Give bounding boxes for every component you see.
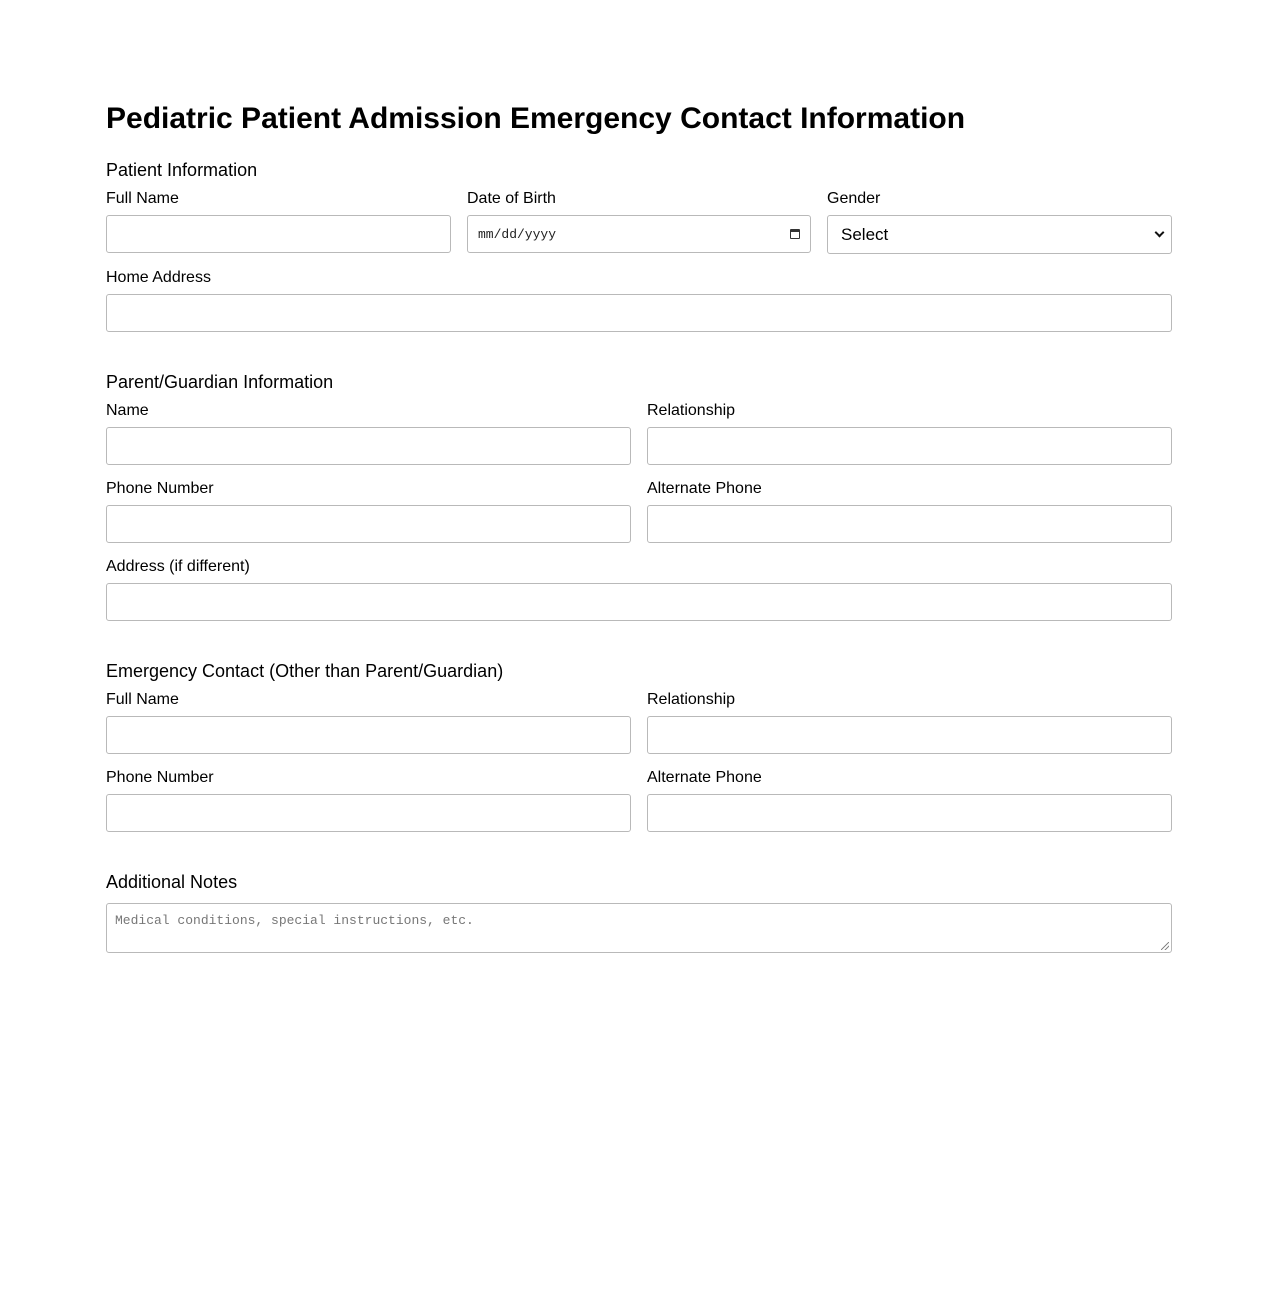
guardian-relationship-input[interactable]	[647, 427, 1172, 465]
chevron-down-icon	[1155, 228, 1165, 238]
label-gender: Gender	[827, 190, 881, 207]
label-guardian-address: Address (if different)	[106, 558, 250, 575]
dob-placeholder: mm/dd/yyyy	[478, 226, 557, 242]
home-address-input[interactable]	[106, 294, 1172, 332]
label-emergency-phone: Phone Number	[106, 769, 214, 786]
label-patient-full-name: Full Name	[106, 190, 179, 207]
label-emergency-alt-phone: Alternate Phone	[647, 769, 762, 786]
label-guardian-phone: Phone Number	[106, 480, 214, 497]
gender-select[interactable]	[827, 215, 1172, 254]
label-guardian-name: Name	[106, 402, 149, 419]
page-title: Pediatric Patient Admission Emergency Contact Information	[106, 102, 966, 135]
label-home-address: Home Address	[106, 269, 211, 286]
patient-full-name-input[interactable]	[106, 215, 451, 253]
section-title-emergency: Emergency Contact (Other than Parent/Guardian)	[106, 661, 504, 681]
guardian-name-input[interactable]	[106, 427, 631, 465]
notes-textarea[interactable]	[106, 903, 1172, 953]
guardian-phone-input[interactable]	[106, 505, 631, 543]
gender-selected-value: Select	[841, 224, 889, 244]
label-guardian-relationship: Relationship	[647, 402, 736, 419]
resize-grip-icon[interactable]	[1161, 942, 1169, 950]
label-guardian-alt-phone: Alternate Phone	[647, 480, 762, 497]
label-emergency-full-name: Full Name	[106, 691, 179, 708]
guardian-alt-phone-input[interactable]	[647, 505, 1172, 543]
label-emergency-relationship: Relationship	[647, 691, 736, 708]
emergency-relationship-input[interactable]	[647, 716, 1172, 754]
section-title-notes: Additional Notes	[106, 872, 238, 892]
guardian-address-input[interactable]	[106, 583, 1172, 621]
emergency-full-name-input[interactable]	[106, 716, 631, 754]
section-title-guardian: Parent/Guardian Information	[106, 372, 334, 392]
calendar-icon[interactable]	[790, 229, 800, 239]
dob-input[interactable]	[467, 215, 811, 253]
section-title-patient: Patient Information	[106, 160, 258, 180]
emergency-phone-input[interactable]	[106, 794, 631, 832]
label-dob: Date of Birth	[467, 190, 556, 207]
emergency-alt-phone-input[interactable]	[647, 794, 1172, 832]
notes-placeholder: Medical conditions, special instructions, etc.	[115, 913, 474, 928]
